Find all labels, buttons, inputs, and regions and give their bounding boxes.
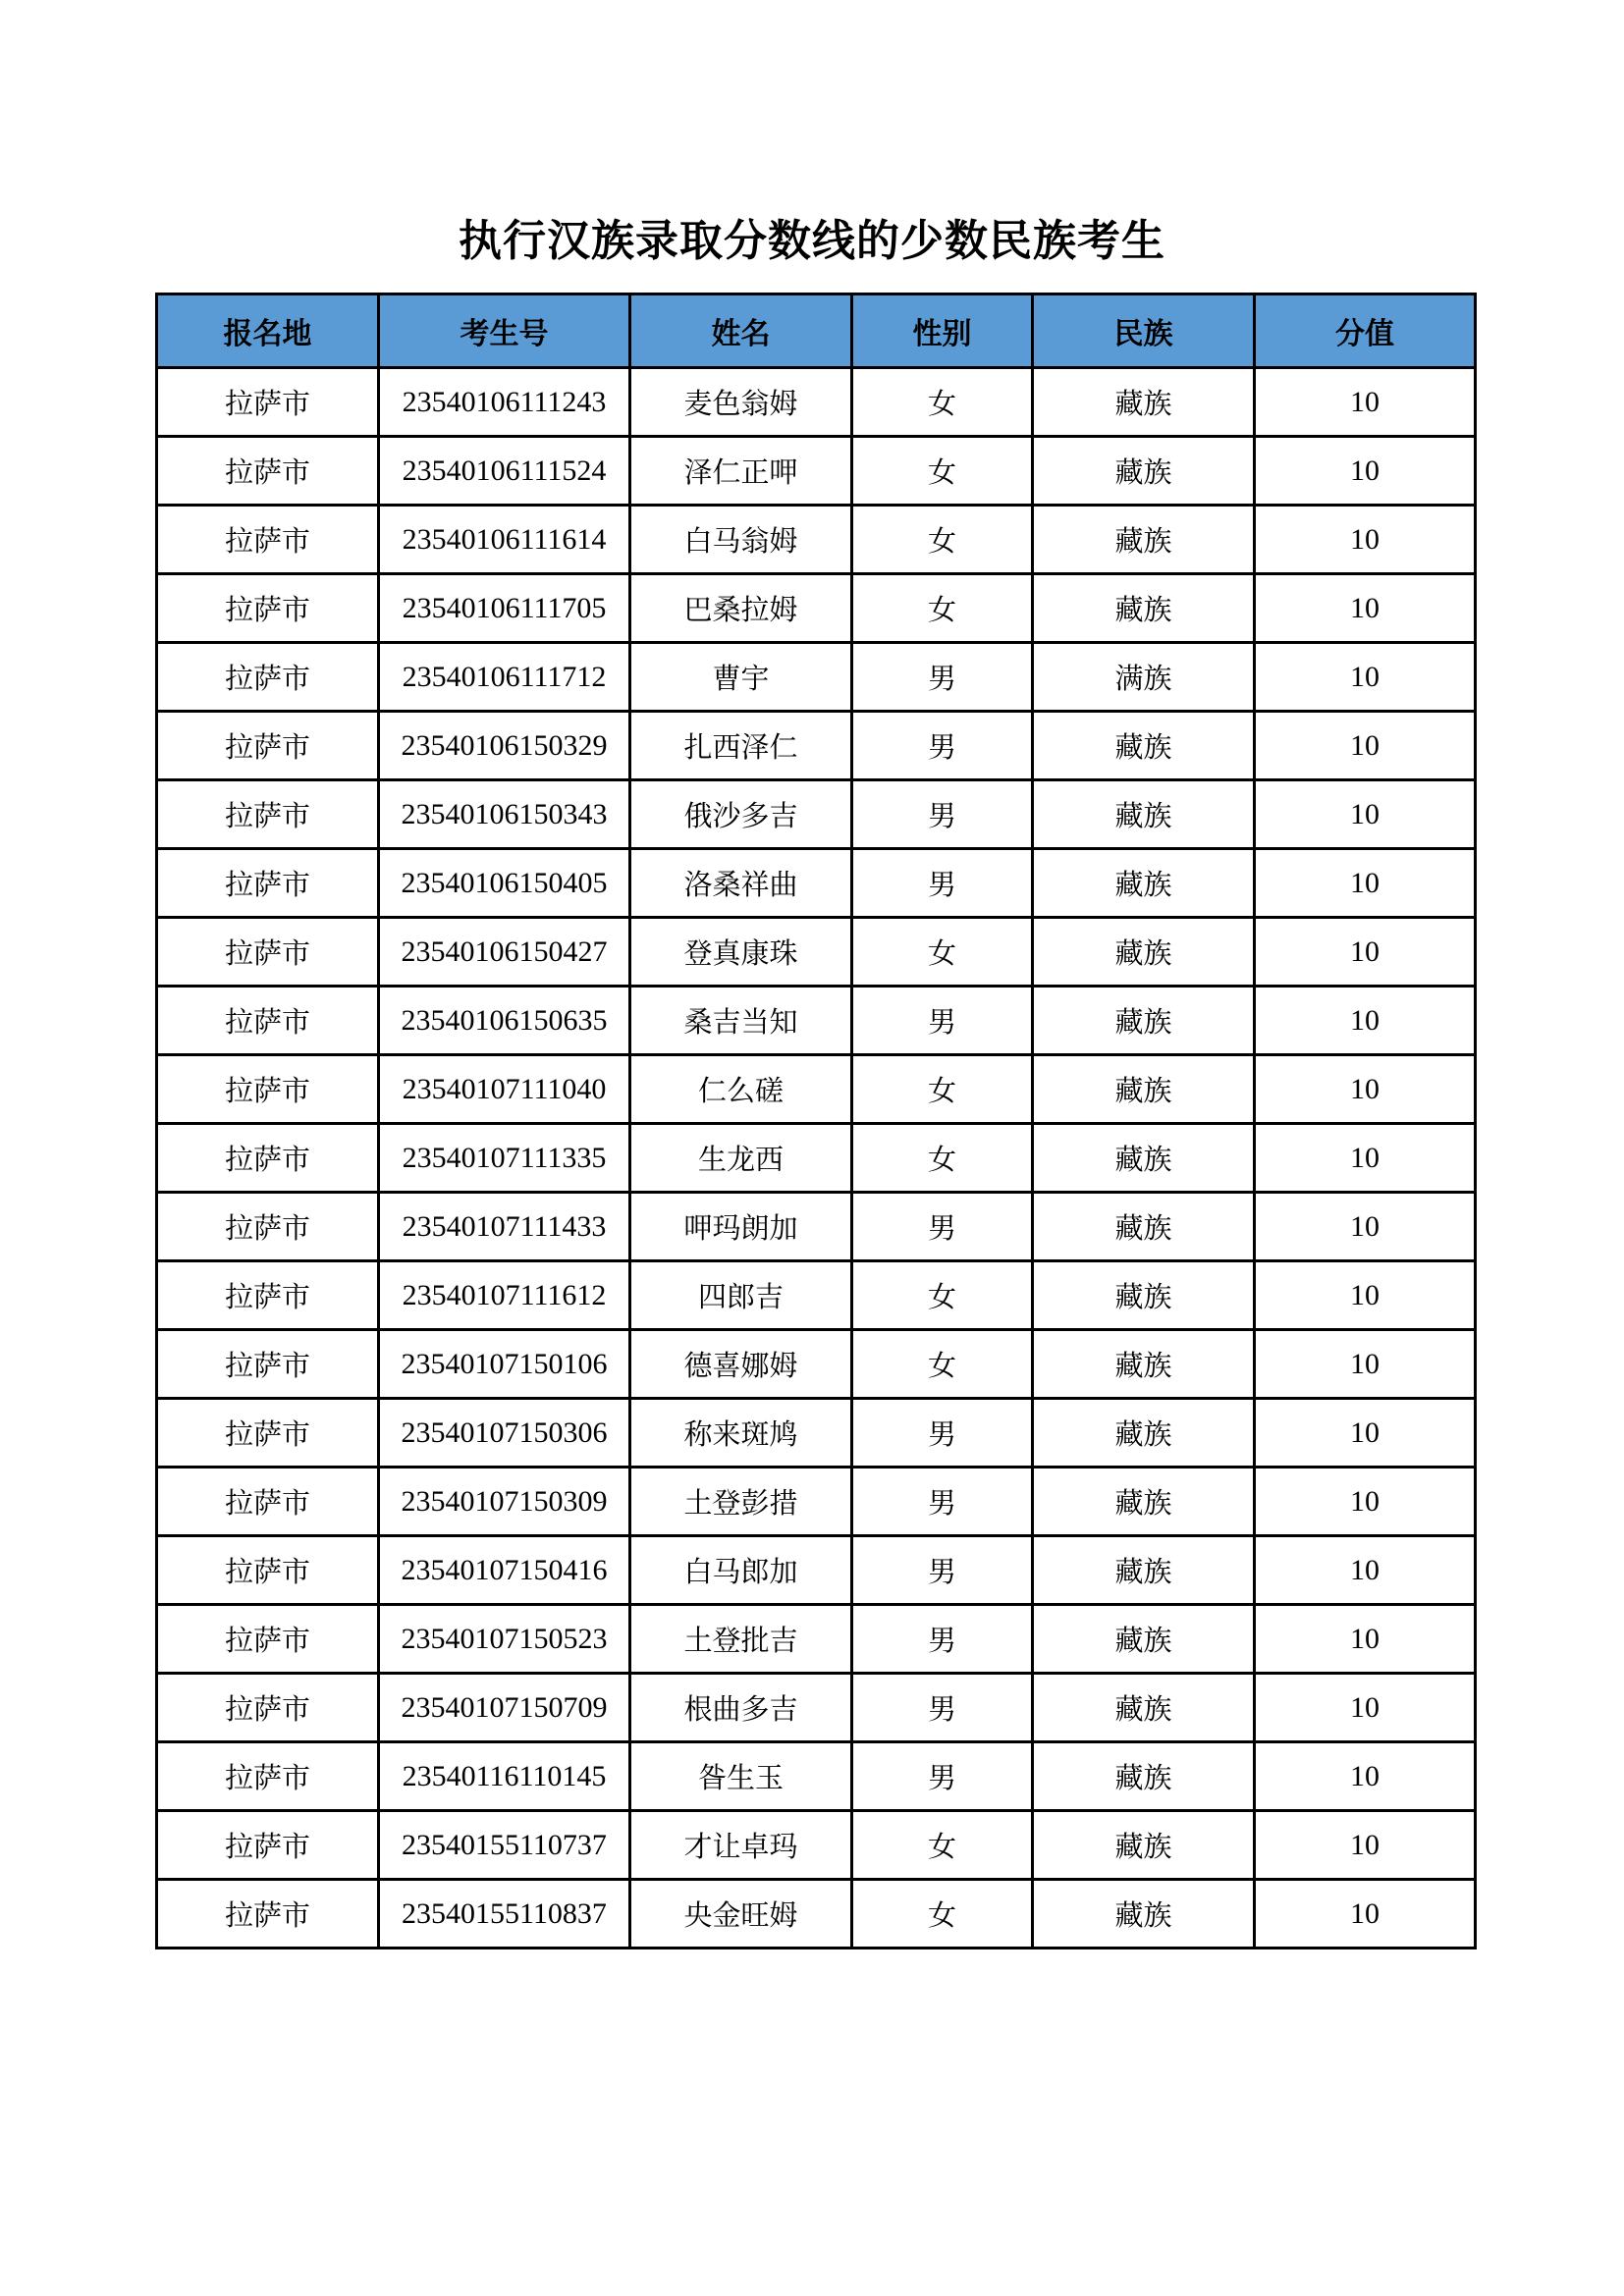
table-row	[157, 918, 1476, 987]
cell-score: 10	[1255, 1124, 1476, 1193]
cell-registration-place: 拉萨市	[157, 643, 379, 712]
cell-gender: 男	[852, 1399, 1033, 1468]
cell-gender: 男	[852, 643, 1033, 712]
cell-score: 10	[1255, 1193, 1476, 1261]
cell-name: 桑吉当知	[630, 987, 852, 1055]
table-row	[157, 643, 1476, 712]
cell-gender: 女	[852, 1261, 1033, 1330]
cell-ethnicity: 藏族	[1033, 780, 1255, 849]
cell-name: 呷玛朗加	[630, 1193, 852, 1261]
cell-candidate-number: 23540107150523	[379, 1605, 630, 1674]
cell-name: 昝生玉	[630, 1742, 852, 1811]
cell-candidate-number: 23540107111433	[379, 1193, 630, 1261]
cell-name: 洛桑祥曲	[630, 849, 852, 918]
cell-name: 白马翁姆	[630, 506, 852, 574]
cell-gender: 女	[852, 368, 1033, 437]
cell-name: 曹宇	[630, 643, 852, 712]
table-row	[157, 1536, 1476, 1605]
cell-candidate-number: 23540107150306	[379, 1399, 630, 1468]
cell-gender: 女	[852, 918, 1033, 987]
cell-name: 泽仁正呷	[630, 437, 852, 506]
cell-candidate-number: 23540107150416	[379, 1536, 630, 1605]
document-title: 执行汉族录取分数线的少数民族考生	[459, 216, 1165, 266]
table-row	[157, 1124, 1476, 1193]
table-row	[157, 849, 1476, 918]
cell-score: 10	[1255, 849, 1476, 918]
table-row	[157, 1880, 1476, 1949]
cell-name: 称来斑鸠	[630, 1399, 852, 1468]
cell-candidate-number: 23540106111712	[379, 643, 630, 712]
cell-score: 10	[1255, 1674, 1476, 1742]
cell-ethnicity: 藏族	[1033, 1674, 1255, 1742]
table-row	[157, 437, 1476, 506]
table-row	[157, 368, 1476, 437]
cell-ethnicity: 藏族	[1033, 1742, 1255, 1811]
cell-score: 10	[1255, 1330, 1476, 1399]
cell-ethnicity: 藏族	[1033, 574, 1255, 643]
table-row	[157, 574, 1476, 643]
cell-ethnicity: 满族	[1033, 643, 1255, 712]
cell-name: 土登彭措	[630, 1468, 852, 1536]
cell-gender: 女	[852, 506, 1033, 574]
cell-gender: 男	[852, 1742, 1033, 1811]
header-ethnicity: 民族	[1033, 294, 1255, 368]
cell-registration-place: 拉萨市	[157, 506, 379, 574]
cell-ethnicity: 藏族	[1033, 712, 1255, 780]
cell-score: 10	[1255, 918, 1476, 987]
cell-name: 才让卓玛	[630, 1811, 852, 1880]
table-row	[157, 1811, 1476, 1880]
table-row	[157, 780, 1476, 849]
cell-registration-place: 拉萨市	[157, 1674, 379, 1742]
cell-score: 10	[1255, 780, 1476, 849]
cell-candidate-number: 23540106150343	[379, 780, 630, 849]
cell-score: 10	[1255, 506, 1476, 574]
cell-score: 10	[1255, 1605, 1476, 1674]
cell-registration-place: 拉萨市	[157, 918, 379, 987]
cell-score: 10	[1255, 643, 1476, 712]
table-body	[157, 368, 1476, 1949]
cell-score: 10	[1255, 1261, 1476, 1330]
cell-registration-place: 拉萨市	[157, 1605, 379, 1674]
table-row	[157, 1742, 1476, 1811]
cell-candidate-number: 23540107150106	[379, 1330, 630, 1399]
cell-registration-place: 拉萨市	[157, 437, 379, 506]
cell-score: 10	[1255, 712, 1476, 780]
cell-ethnicity: 藏族	[1033, 918, 1255, 987]
cell-score: 10	[1255, 1811, 1476, 1880]
cell-registration-place: 拉萨市	[157, 1055, 379, 1124]
cell-gender: 男	[852, 1605, 1033, 1674]
cell-name: 登真康珠	[630, 918, 852, 987]
cell-candidate-number: 23540155110837	[379, 1880, 630, 1949]
cell-name: 俄沙多吉	[630, 780, 852, 849]
cell-score: 10	[1255, 437, 1476, 506]
cell-score: 10	[1255, 368, 1476, 437]
table-row	[157, 712, 1476, 780]
cell-registration-place: 拉萨市	[157, 1193, 379, 1261]
cell-candidate-number: 23540107111040	[379, 1055, 630, 1124]
cell-registration-place: 拉萨市	[157, 1536, 379, 1605]
cell-registration-place: 拉萨市	[157, 1811, 379, 1880]
cell-candidate-number: 23540106150427	[379, 918, 630, 987]
cell-ethnicity: 藏族	[1033, 506, 1255, 574]
cell-gender: 男	[852, 712, 1033, 780]
table-header-row	[157, 294, 1476, 368]
cell-candidate-number: 23540106111524	[379, 437, 630, 506]
cell-registration-place: 拉萨市	[157, 987, 379, 1055]
cell-registration-place: 拉萨市	[157, 1880, 379, 1949]
cell-candidate-number: 23540155110737	[379, 1811, 630, 1880]
cell-candidate-number: 23540106150405	[379, 849, 630, 918]
table-row	[157, 1605, 1476, 1674]
cell-score: 10	[1255, 1055, 1476, 1124]
cell-score: 10	[1255, 1880, 1476, 1949]
cell-candidate-number: 23540107111612	[379, 1261, 630, 1330]
cell-gender: 女	[852, 1330, 1033, 1399]
cell-name: 生龙西	[630, 1124, 852, 1193]
cell-ethnicity: 藏族	[1033, 849, 1255, 918]
cell-candidate-number: 23540106150329	[379, 712, 630, 780]
cell-gender: 女	[852, 1124, 1033, 1193]
cell-registration-place: 拉萨市	[157, 1330, 379, 1399]
table-row	[157, 1468, 1476, 1536]
cell-gender: 男	[852, 780, 1033, 849]
table-row	[157, 1674, 1476, 1742]
cell-gender: 男	[852, 1468, 1033, 1536]
cell-ethnicity: 藏族	[1033, 1536, 1255, 1605]
header-name: 姓名	[630, 294, 852, 368]
cell-ethnicity: 藏族	[1033, 1193, 1255, 1261]
cell-gender: 女	[852, 1055, 1033, 1124]
roster-table	[155, 293, 1477, 1949]
cell-candidate-number: 23540107150709	[379, 1674, 630, 1742]
cell-registration-place: 拉萨市	[157, 712, 379, 780]
cell-score: 10	[1255, 987, 1476, 1055]
cell-name: 麦色翁姆	[630, 368, 852, 437]
cell-name: 根曲多吉	[630, 1674, 852, 1742]
cell-name: 仁么磋	[630, 1055, 852, 1124]
cell-ethnicity: 藏族	[1033, 368, 1255, 437]
header-score: 分值	[1255, 294, 1476, 368]
cell-name: 央金旺姆	[630, 1880, 852, 1949]
cell-score: 10	[1255, 574, 1476, 643]
cell-name: 四郎吉	[630, 1261, 852, 1330]
cell-ethnicity: 藏族	[1033, 1330, 1255, 1399]
cell-registration-place: 拉萨市	[157, 368, 379, 437]
cell-registration-place: 拉萨市	[157, 780, 379, 849]
cell-ethnicity: 藏族	[1033, 1055, 1255, 1124]
cell-ethnicity: 藏族	[1033, 437, 1255, 506]
table-row	[157, 1399, 1476, 1468]
table-row	[157, 1055, 1476, 1124]
header-candidate-number: 考生号	[379, 294, 630, 368]
cell-name: 德喜娜姆	[630, 1330, 852, 1399]
table-row	[157, 1261, 1476, 1330]
cell-gender: 男	[852, 1536, 1033, 1605]
cell-gender: 男	[852, 1674, 1033, 1742]
cell-candidate-number: 23540106111614	[379, 506, 630, 574]
cell-candidate-number: 23540106111243	[379, 368, 630, 437]
cell-registration-place: 拉萨市	[157, 1124, 379, 1193]
cell-name: 白马郎加	[630, 1536, 852, 1605]
table-row	[157, 987, 1476, 1055]
cell-ethnicity: 藏族	[1033, 1605, 1255, 1674]
cell-score: 10	[1255, 1468, 1476, 1536]
cell-gender: 男	[852, 1193, 1033, 1261]
cell-gender: 女	[852, 1811, 1033, 1880]
cell-ethnicity: 藏族	[1033, 1261, 1255, 1330]
cell-ethnicity: 藏族	[1033, 1399, 1255, 1468]
cell-candidate-number: 23540107150309	[379, 1468, 630, 1536]
cell-gender: 男	[852, 987, 1033, 1055]
cell-ethnicity: 藏族	[1033, 987, 1255, 1055]
cell-score: 10	[1255, 1536, 1476, 1605]
table-row	[157, 506, 1476, 574]
cell-candidate-number: 23540116110145	[379, 1742, 630, 1811]
cell-registration-place: 拉萨市	[157, 1468, 379, 1536]
cell-name: 土登批吉	[630, 1605, 852, 1674]
roster-table-container	[155, 293, 1474, 1949]
cell-score: 10	[1255, 1742, 1476, 1811]
cell-ethnicity: 藏族	[1033, 1468, 1255, 1536]
cell-ethnicity: 藏族	[1033, 1124, 1255, 1193]
cell-candidate-number: 23540107111335	[379, 1124, 630, 1193]
table-row	[157, 1193, 1476, 1261]
cell-registration-place: 拉萨市	[157, 849, 379, 918]
table-row	[157, 1330, 1476, 1399]
cell-gender: 女	[852, 1880, 1033, 1949]
cell-candidate-number: 23540106150635	[379, 987, 630, 1055]
cell-name: 巴桑拉姆	[630, 574, 852, 643]
cell-gender: 女	[852, 574, 1033, 643]
cell-ethnicity: 藏族	[1033, 1811, 1255, 1880]
cell-gender: 女	[852, 437, 1033, 506]
cell-score: 10	[1255, 1399, 1476, 1468]
cell-registration-place: 拉萨市	[157, 1261, 379, 1330]
cell-gender: 男	[852, 849, 1033, 918]
cell-ethnicity: 藏族	[1033, 1880, 1255, 1949]
header-registration-place: 报名地	[157, 294, 379, 368]
cell-registration-place: 拉萨市	[157, 1399, 379, 1468]
header-gender: 性别	[852, 294, 1033, 368]
cell-registration-place: 拉萨市	[157, 574, 379, 643]
cell-registration-place: 拉萨市	[157, 1742, 379, 1811]
cell-candidate-number: 23540106111705	[379, 574, 630, 643]
cell-name: 扎西泽仁	[630, 712, 852, 780]
